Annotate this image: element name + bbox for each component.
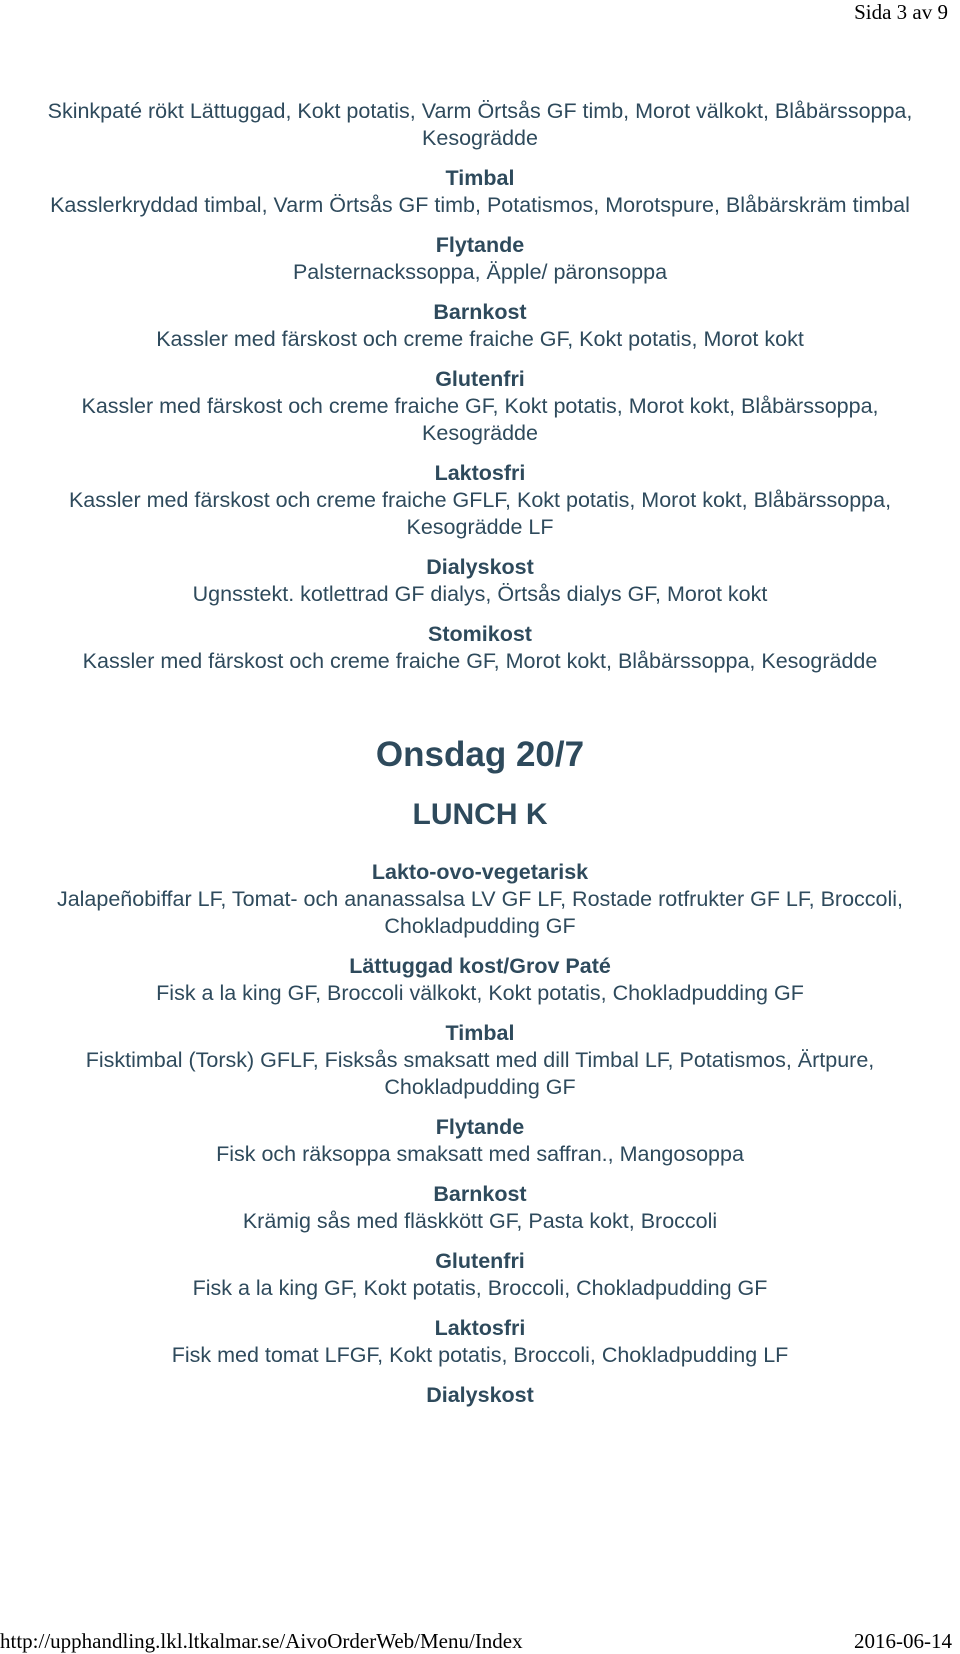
- menu-item: [40, 621, 920, 675]
- menu-item: [40, 98, 920, 152]
- menu-item-category: Stomikost: [428, 622, 532, 646]
- menu-item: [40, 1181, 920, 1235]
- menu-item-description: Ugnsstekt. kotlettrad GF dialys, Örtsås dialys GF, Morot kokt: [192, 582, 768, 606]
- menu-item: [40, 1382, 920, 1409]
- menu-item-category: Laktosfri: [434, 1316, 526, 1340]
- menu-item-category: Laktosfri: [434, 461, 526, 485]
- menu-item-description: Fisk och räksoppa smaksatt med saffran., Mangosoppa: [216, 1142, 744, 1166]
- menu-item-description: Fisktimbal (Torsk) GFLF, Fisksås smaksatt med dill Timbal LF, Potatismos, Ärtpure, Chokladpudding GF: [85, 1048, 875, 1099]
- menu-item-category: Flytande: [435, 1115, 525, 1139]
- menu-item-description: Kassler med färskost och creme fraiche GF, Morot kokt, Blåbärssoppa, Kesogrädde: [82, 649, 878, 673]
- day-title: Onsdag 20/7: [375, 735, 585, 774]
- menu-item-description: Kasslerkryddad timbal, Varm Örtsås GF timb, Potatismos, Morotspure, Blåbärskräm timbal: [50, 193, 910, 217]
- menu-section: [40, 98, 920, 675]
- menu-item-category: Lättuggad kost/Grov Paté: [349, 954, 611, 978]
- menu-item-description: Skinkpaté rökt Lättuggad, Kokt potatis, Varm Örtsås GF timb, Morot välkokt, Blåbärssoppa, Kesogrädde: [47, 99, 913, 150]
- menu-content: [40, 98, 920, 1409]
- menu-item-description: Krämig sås med fläskkött GF, Pasta kokt, Broccoli: [242, 1209, 718, 1233]
- menu-item: [40, 165, 920, 219]
- footer-url: http://upphandling.lkl.ltkalmar.se/AivoOrderWeb/Menu/Index: [0, 1629, 523, 1653]
- menu-item-category: Timbal: [445, 166, 515, 190]
- menu-item-description: Kassler med färskost och creme fraiche GF, Kokt potatis, Morot kokt: [156, 327, 804, 351]
- menu-item-description: Fisk med tomat LFGF, Kokt potatis, Broccoli, Chokladpudding LF: [171, 1343, 789, 1367]
- menu-item-category: Glutenfri: [435, 1249, 525, 1273]
- menu-item: [40, 1248, 920, 1302]
- menu-item-description: Palsternackssoppa, Äpple/ päronsoppa: [292, 260, 668, 284]
- menu-item: [40, 1114, 920, 1168]
- menu-item-category: Glutenfri: [435, 367, 525, 391]
- menu-item: [40, 554, 920, 608]
- menu-item-description: Fisk a la king GF, Broccoli välkokt, Kokt potatis, Chokladpudding GF: [156, 981, 804, 1005]
- day-section: [40, 735, 920, 1409]
- menu-item-description: Jalapeñobiffar LF, Tomat- och ananassalsa LV GF LF, Rostade rotfrukter GF LF, Broccoli, Chokladpudding GF: [56, 887, 904, 938]
- menu-item-description: Kassler med färskost och creme fraiche GF, Kokt potatis, Morot kokt, Blåbärssoppa, Kesogrädde: [81, 394, 879, 445]
- menu-item-category: Lakto-ovo-vegetarisk: [371, 860, 589, 884]
- menu-item-category: Dialyskost: [426, 1383, 534, 1407]
- menu-item: [40, 1020, 920, 1101]
- menu-item: [40, 859, 920, 940]
- menu-item-category: Dialyskost: [426, 555, 534, 579]
- meal-title: LUNCH K: [412, 798, 548, 831]
- menu-item: [40, 1315, 920, 1369]
- menu-item: [40, 953, 920, 1007]
- menu-item: [40, 366, 920, 447]
- menu-item-category: Timbal: [445, 1021, 515, 1045]
- menu-item-category: Flytande: [435, 233, 525, 257]
- page-number: Sida 3 av 9: [854, 0, 948, 24]
- menu-item: [40, 299, 920, 353]
- menu-item-category: Barnkost: [433, 1182, 527, 1206]
- menu-item: [40, 232, 920, 286]
- menu-item: [40, 460, 920, 541]
- menu-item-description: Fisk a la king GF, Kokt potatis, Broccoli, Chokladpudding GF: [192, 1276, 768, 1300]
- menu-item-description: Kassler med färskost och creme fraiche GFLF, Kokt potatis, Morot kokt, Blåbärssoppa, Kesogrädde LF: [68, 488, 892, 539]
- footer-date: 2016-06-14: [854, 1629, 952, 1653]
- menu-item-category: Barnkost: [433, 300, 527, 324]
